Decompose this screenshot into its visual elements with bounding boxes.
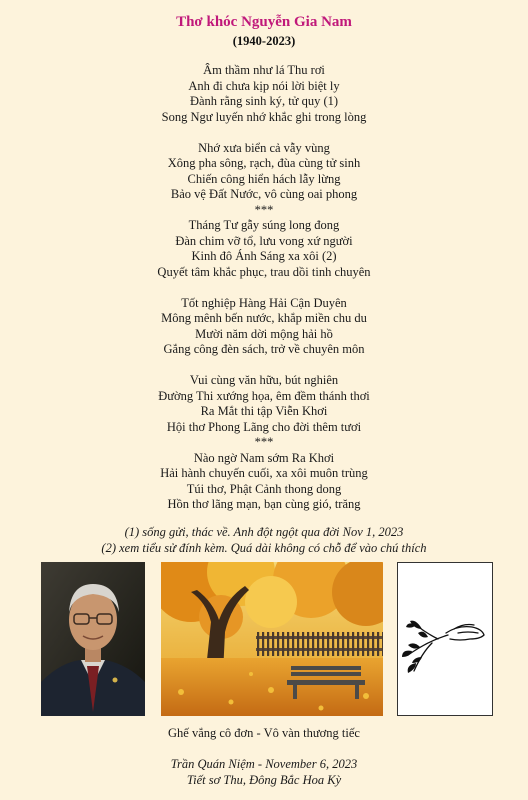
stanza-gap bbox=[0, 358, 528, 374]
poem-line: Âm thầm như lá Thu rơi bbox=[203, 63, 325, 77]
poem-line: Vui cùng văn hữu, bút nghiên bbox=[189, 373, 339, 387]
footnote-2: (2) xem tiểu sử đính kèm. Quá dài không có chỗ để vào chú thích bbox=[101, 541, 427, 555]
poem-line: Gắng công đèn sách, trở về chuyên môn bbox=[163, 342, 365, 356]
footnote-1: (1) sống gửi, thác về. Anh đột ngột qua đời Nov 1, 2023 bbox=[124, 525, 404, 539]
poem-line: Hồn thơ lãng mạn, bạn cùng gió, trăng bbox=[167, 497, 361, 511]
poem-line: Bảo vệ Đất Nước, vô cùng oai phong bbox=[170, 187, 358, 201]
poem-line: Đành rằng sinh ký, tử quy (1) bbox=[189, 94, 339, 108]
stanza-separator: *** bbox=[254, 202, 274, 217]
poem-body bbox=[0, 63, 528, 513]
poem-line: Xông pha sông, rạch, đùa cùng tử sinh bbox=[167, 156, 361, 170]
poem-line: Tháng Tư gẫy súng long đong bbox=[188, 218, 340, 232]
poem-line: Mười năm dời mộng hải hồ bbox=[195, 326, 333, 341]
poem-line: Hải hành chuyến cuối, xa xôi muôn trùng bbox=[160, 466, 368, 480]
signature-author-date: Trần Quán Niệm - November 6, 2023 bbox=[170, 757, 358, 771]
poem-line: Nhớ xưa biển cả vẫy vùng bbox=[198, 140, 330, 155]
signature-place: Tiết sơ Thu, Đông Bắc Hoa Kỳ bbox=[186, 773, 342, 787]
poem-line: Chiến công hiển hách lẫy lừng bbox=[187, 171, 341, 186]
poem-line: Hội thơ Phong Lãng cho đời thêm tươi bbox=[166, 419, 362, 434]
poem-line: Song Ngư luyến nhớ khắc ghi trong lòng bbox=[161, 109, 367, 124]
poem-line: Kinh đô Ánh Sáng xa xôi (2) bbox=[191, 249, 337, 263]
poem-line: Nào ngờ Nam sớm Ra Khơi bbox=[193, 450, 335, 465]
poem-line: Ra Mắt thi tập Viễn Khơi bbox=[200, 404, 328, 418]
poem-line: Anh đi chưa kịp nói lời biệt ly bbox=[188, 78, 340, 93]
portrait-photo bbox=[41, 562, 145, 716]
poem-title: Thơ khóc Nguyễn Gia Nam bbox=[176, 14, 352, 30]
poem-years: (1940-2023) bbox=[232, 34, 296, 48]
stanza-gap bbox=[0, 280, 528, 296]
flower-sketch bbox=[397, 562, 493, 716]
poem-line: Tốt nghiệp Hàng Hải Cận Duyên bbox=[181, 295, 347, 310]
poem-line: Túi thơ, Phật Cảnh thong dong bbox=[186, 481, 342, 496]
signature bbox=[0, 756, 528, 788]
stanza-separator: *** bbox=[254, 435, 274, 449]
footnotes bbox=[0, 524, 528, 556]
poem-line: Đàn chim vỡ tổ, lưu vong xứ người bbox=[175, 233, 353, 248]
poem-line: Mông mênh bến nước, khắp miền chu du bbox=[161, 311, 367, 325]
photo-caption: Ghế vắng cô đơn - Vô vàn thương tiếc bbox=[168, 726, 360, 740]
poem-line: Quyết tâm khắc phục, trau dồi tinh chuyên bbox=[157, 264, 371, 279]
poem-line: Đường Thi xướng họa, êm đềm thánh thơi bbox=[158, 388, 370, 403]
stanza-gap bbox=[0, 125, 528, 141]
autumn-bench-photo bbox=[161, 562, 383, 716]
